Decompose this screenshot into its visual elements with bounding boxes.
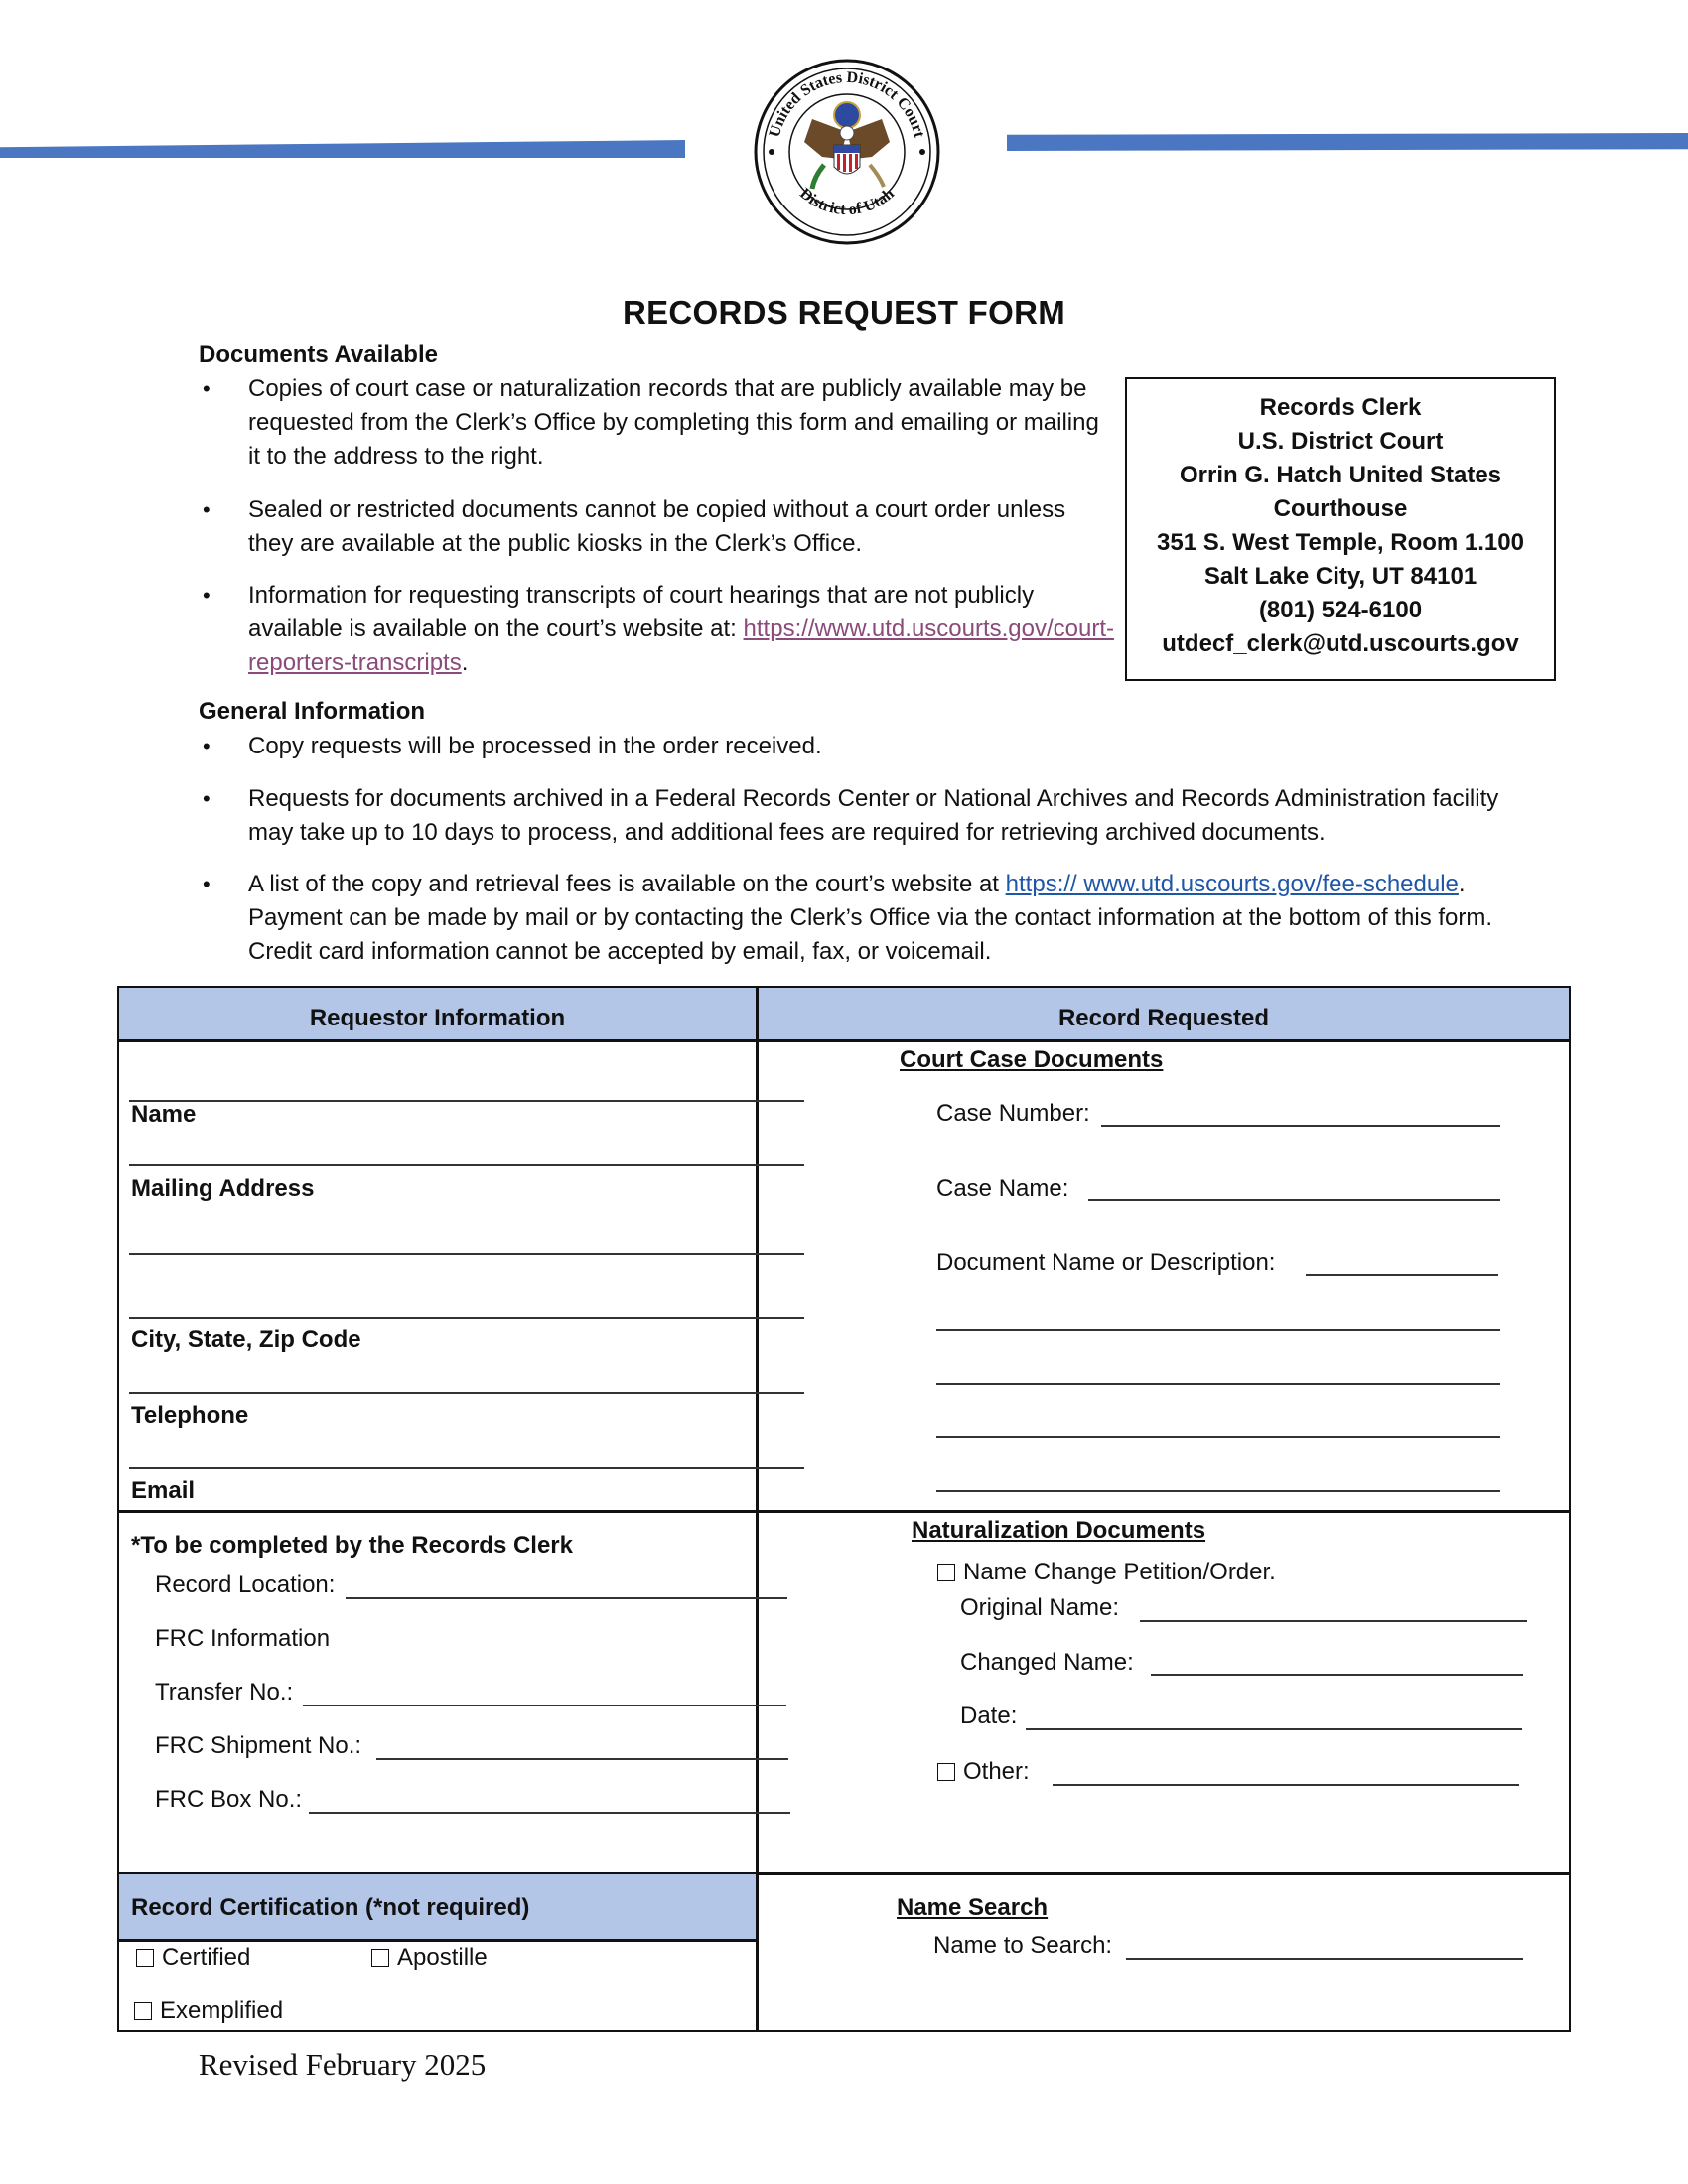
clerk-section-heading: *To be completed by the Records Clerk	[131, 1532, 573, 1559]
email-label: Email	[131, 1477, 196, 1504]
records-clerk-address-box	[1125, 377, 1556, 681]
frc-box-label: FRC Box No.:	[155, 1786, 303, 1813]
city-state-zip-input-line[interactable]	[129, 1317, 804, 1319]
address-line: 351 S. West Temple, Room 1.100	[1157, 529, 1524, 556]
svg-text:District of Utah: District of Utah	[796, 185, 898, 219]
mailing-address-label: Mailing Address	[131, 1175, 315, 1202]
other-input-line[interactable]	[1053, 1784, 1519, 1786]
email-input-line[interactable]	[129, 1467, 804, 1469]
document-description-input-line[interactable]	[936, 1383, 1500, 1385]
other-option: Other:	[937, 1758, 1030, 1786]
record-location-label: Record Location:	[155, 1571, 336, 1598]
changed-name-label: Changed Name:	[960, 1649, 1134, 1676]
list-item: • A list of the copy and retrieval fees is available on the court’s website at https:// www.utd.uscourts.gov/fee-schedule. Payment can be made by mail or by contacting the Clerk’s Office via the contact information at the bottom of this form. Credit card information cannot be accepted by email, fax, or voicemail.	[203, 871, 1493, 965]
date-input-line[interactable]	[1026, 1728, 1522, 1730]
other-checkbox[interactable]	[937, 1763, 955, 1781]
list-item: • Requests for documents archived in a Federal Records Center or National Archives and Records Administration facility may take up to 10 days to process, and additional fees are required for retrieving archived documents.	[203, 785, 1499, 846]
frc-information-label: FRC Information	[155, 1625, 331, 1652]
city-state-zip-label: City, State, Zip Code	[131, 1326, 361, 1353]
name-to-search-label: Name to Search:	[933, 1932, 1113, 1959]
document-description-input-line[interactable]	[936, 1436, 1500, 1438]
record-certification-header: Record Certification (*not required)	[119, 1874, 756, 1940]
original-name-input-line[interactable]	[1140, 1620, 1527, 1622]
list-item: • Copy requests will be processed in the order received.	[203, 733, 822, 759]
requestor-information-header: Requestor Information	[119, 988, 756, 1040]
form-title: RECORDS REQUEST FORM	[622, 294, 1066, 331]
header-bar-left	[0, 140, 685, 158]
list-item: • Information for requesting transcripts of court hearings that are not publicly available is available on the court’s website at: https://www.utd.uscourts.gov/court-reporters-transcripts.	[203, 582, 1115, 676]
name-label: Name	[131, 1101, 197, 1128]
name-change-checkbox[interactable]	[937, 1564, 955, 1581]
record-requested-header: Record Requested	[759, 988, 1569, 1040]
court-case-documents-heading: Court Case Documents	[900, 1046, 1164, 1073]
mailing-address-input-line[interactable]	[129, 1164, 804, 1166]
changed-name-input-line[interactable]	[1151, 1674, 1523, 1676]
table-divider	[756, 986, 759, 2032]
name-to-search-input-line[interactable]	[1126, 1958, 1523, 1960]
mailing-address-input-line-2[interactable]	[129, 1253, 804, 1255]
list-item: • Copies of court case or naturalization records that are publicly available may be requested from the Clerk’s Office by completing this form and emailing or mailing it to the address to the right.	[203, 375, 1099, 470]
apostille-option: Apostille	[371, 1944, 488, 1972]
telephone-label: Telephone	[131, 1402, 249, 1429]
transcripts-link[interactable]: https://www.utd.uscourts.gov/court-reporters-transcripts	[248, 615, 1115, 676]
revision-date: Revised February 2025	[199, 2047, 487, 2082]
document-description-input-line[interactable]	[936, 1490, 1500, 1492]
naturalization-documents-heading: Naturalization Documents	[912, 1517, 1206, 1544]
name-search-heading: Name Search	[897, 1894, 1049, 1921]
case-name-label: Case Name:	[936, 1175, 1069, 1202]
address-line: Orrin G. Hatch United States	[1179, 462, 1502, 488]
exemplified-checkbox[interactable]	[134, 2002, 152, 2020]
frc-shipment-label: FRC Shipment No.:	[155, 1732, 362, 1759]
case-number-input-line[interactable]	[1101, 1125, 1500, 1127]
document-name-label: Document Name or Description:	[936, 1249, 1276, 1276]
transfer-number-label: Transfer No.:	[155, 1679, 294, 1706]
header-rule	[117, 1039, 1571, 1042]
case-name-input-line[interactable]	[1088, 1199, 1500, 1201]
address-line: (801) 524-6100	[1258, 597, 1423, 623]
case-number-label: Case Number:	[936, 1100, 1090, 1127]
address-line: Records Clerk	[1259, 394, 1422, 421]
svg-text:United States District Court: United States District Court	[766, 68, 928, 140]
court-seal-logo	[743, 58, 951, 246]
certified-option: Certified	[136, 1944, 250, 1972]
frc-box-input-line[interactable]	[309, 1812, 790, 1814]
general-information-heading: General Information	[199, 698, 426, 725]
frc-shipment-input-line[interactable]	[376, 1758, 788, 1760]
exemplified-option: Exemplified	[134, 1997, 283, 2025]
address-line: U.S. District Court	[1237, 428, 1444, 455]
middle-rule	[117, 1510, 1571, 1513]
documents-available-heading: Documents Available	[199, 341, 438, 368]
record-location-input-line[interactable]	[346, 1597, 787, 1599]
fee-schedule-link[interactable]: https:// www.utd.uscourts.gov/fee-schedule	[1005, 871, 1459, 897]
address-email[interactable]: utdecf_clerk@utd.uscourts.gov	[1162, 630, 1519, 657]
telephone-input-line[interactable]	[129, 1392, 804, 1394]
date-label: Date:	[960, 1703, 1018, 1729]
transfer-number-input-line[interactable]	[303, 1705, 786, 1706]
address-line: Salt Lake City, UT 84101	[1203, 563, 1477, 590]
list-item: • Sealed or restricted documents cannot be copied without a court order unless they are available at the public kiosks in the Clerk’s Office.	[203, 496, 1066, 557]
document-description-input-line[interactable]	[936, 1329, 1500, 1331]
certification-rule	[117, 1939, 758, 1942]
name-input-line[interactable]	[129, 1100, 804, 1102]
address-line: Courthouse	[1273, 495, 1408, 522]
document-description-input-line[interactable]	[1306, 1274, 1498, 1276]
name-change-option: Name Change Petition/Order.	[937, 1559, 1276, 1586]
apostille-checkbox[interactable]	[371, 1949, 389, 1967]
original-name-label: Original Name:	[960, 1594, 1120, 1621]
header-bar-right	[1007, 133, 1688, 151]
certified-checkbox[interactable]	[136, 1949, 154, 1967]
